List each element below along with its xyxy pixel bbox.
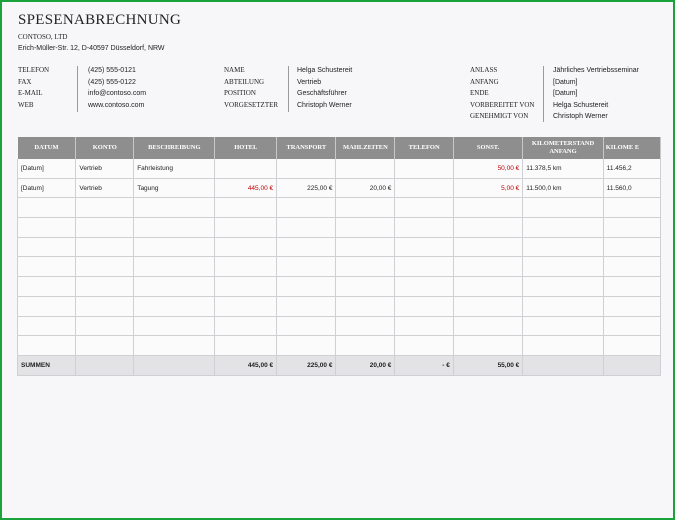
page-content <box>2 2 661 520</box>
table-cell[interactable] <box>603 316 660 336</box>
table-cell[interactable]: 445,00 € <box>215 355 277 375</box>
table-cell[interactable] <box>336 237 395 257</box>
company-address: Erich-Müller-Str. 12, D-40597 Düsseldorf, NRW <box>18 45 165 52</box>
table-cell[interactable] <box>277 316 336 336</box>
employee-values <box>297 65 352 111</box>
table-cell[interactable] <box>453 198 522 218</box>
column-header-date[interactable]: DATUM <box>18 137 76 159</box>
table-cell[interactable] <box>215 257 277 277</box>
company-name: CONTOSO, LTD <box>18 33 68 41</box>
table-cell[interactable] <box>453 218 522 238</box>
table-row <box>18 198 661 218</box>
table-cell[interactable]: 20,00 € <box>336 178 395 198</box>
table-cell[interactable] <box>395 237 453 257</box>
table-cell[interactable] <box>603 277 660 297</box>
phone-value: (425) 555-0121 <box>88 67 136 74</box>
table-row <box>18 178 661 198</box>
table-cell[interactable] <box>76 296 134 316</box>
table-cell[interactable]: Vertrieb <box>76 159 134 178</box>
email-link[interactable]: info@contoso.com <box>88 90 147 97</box>
table-cell[interactable] <box>395 159 453 178</box>
table-cell[interactable]: 225,00 € <box>277 355 336 375</box>
table-cell[interactable] <box>523 257 604 277</box>
table-cell[interactable]: SUMMEN <box>18 355 76 375</box>
table-cell[interactable] <box>603 336 660 356</box>
table-cell[interactable] <box>277 218 336 238</box>
table-cell[interactable]: 55,00 € <box>453 355 522 375</box>
contact-label: WEB <box>18 100 34 109</box>
table-cell[interactable] <box>453 296 522 316</box>
occasion-label: ANLASS <box>470 66 498 74</box>
occasion-values <box>553 65 639 123</box>
table-cell[interactable] <box>453 277 522 297</box>
contact-labels <box>18 65 49 111</box>
table-cell[interactable] <box>76 277 134 297</box>
table-cell[interactable]: [Datum] <box>18 159 76 178</box>
table-cell[interactable] <box>134 316 215 336</box>
table-cell[interactable] <box>134 237 215 257</box>
table-cell[interactable]: - € <box>395 355 453 375</box>
table-cell[interactable] <box>215 218 277 238</box>
table-row <box>18 218 661 238</box>
fax-value: (425) 555-0122 <box>88 78 136 86</box>
table-cell[interactable] <box>603 355 660 375</box>
table-cell[interactable] <box>76 316 134 336</box>
table-row <box>18 296 661 316</box>
occasion-label: VORBEREITET VON <box>470 100 535 109</box>
column-header-transport[interactable]: TRANSPORT <box>277 137 336 159</box>
table-cell[interactable] <box>603 237 660 257</box>
table-cell[interactable] <box>18 336 76 356</box>
table-cell[interactable] <box>76 218 134 238</box>
table-cell[interactable] <box>18 277 76 297</box>
table-cell[interactable] <box>134 336 215 356</box>
employee-label: NAME <box>224 66 245 74</box>
table-cell[interactable] <box>336 159 395 178</box>
column-header-other[interactable]: SONST. <box>453 137 522 159</box>
table-cell[interactable] <box>523 296 604 316</box>
table-cell[interactable] <box>336 257 395 277</box>
table-cell[interactable]: 445,00 € <box>215 178 277 198</box>
table-cell[interactable] <box>453 257 522 277</box>
table-cell[interactable] <box>134 257 215 277</box>
table-cell[interactable]: 20,00 € <box>336 355 395 375</box>
column-header-account[interactable]: KONTO <box>76 137 134 159</box>
table-cell[interactable] <box>336 198 395 218</box>
table-cell[interactable] <box>603 296 660 316</box>
table-cell[interactable] <box>277 237 336 257</box>
table-cell[interactable]: [Datum] <box>18 178 76 198</box>
table-cell[interactable] <box>215 198 277 218</box>
occasion-label: ANFANG <box>470 77 499 86</box>
table-cell[interactable]: 11.378,5 km <box>523 159 604 178</box>
website-link[interactable]: www.contoso.com <box>88 101 145 109</box>
table-row <box>18 336 661 356</box>
table-cell[interactable] <box>134 355 215 375</box>
table-cell[interactable]: 50,00 € <box>453 159 522 178</box>
table-cell[interactable] <box>76 257 134 277</box>
table-cell[interactable]: Vertrieb <box>76 178 134 198</box>
table-cell[interactable] <box>336 336 395 356</box>
table-cell[interactable] <box>523 277 604 297</box>
table-cell[interactable]: 5,00 € <box>453 178 522 198</box>
divider <box>288 66 289 112</box>
table-cell[interactable] <box>18 237 76 257</box>
table-cell[interactable] <box>523 355 604 375</box>
table-cell[interactable] <box>18 296 76 316</box>
table-cell[interactable] <box>277 277 336 297</box>
document-title: SPESENABRECHNUNG <box>18 12 182 28</box>
occasion-label: GENEHMIGT VON <box>470 112 529 120</box>
column-header-hotel[interactable]: HOTEL <box>215 137 277 159</box>
employee-department: Vertrieb <box>297 78 322 86</box>
table-cell[interactable] <box>523 218 604 238</box>
table-cell[interactable] <box>76 336 134 356</box>
table-row <box>18 159 661 178</box>
table-cell[interactable] <box>277 159 336 178</box>
table-cell[interactable]: 11.560,0 <box>603 178 660 198</box>
employee-label: POSITION <box>224 89 256 97</box>
table-cell[interactable] <box>523 198 604 218</box>
table-cell[interactable] <box>523 336 604 356</box>
prepared-by-value: Helga Schustereit <box>553 101 609 109</box>
table-cell[interactable] <box>395 178 453 198</box>
table-cell[interactable] <box>453 336 522 356</box>
table-row <box>18 257 661 277</box>
expense-table <box>17 137 661 376</box>
table-row <box>18 277 661 297</box>
table-cell[interactable] <box>603 218 660 238</box>
table-cell[interactable] <box>215 336 277 356</box>
contact-values <box>88 65 146 111</box>
table-cell[interactable] <box>395 218 453 238</box>
table-cell[interactable] <box>215 159 277 178</box>
table-cell[interactable] <box>336 277 395 297</box>
column-header-odometer-start[interactable]: KILOMETERSTAND ANFANG <box>523 137 604 159</box>
employee-name: Helga Schustereit <box>297 67 353 74</box>
table-cell[interactable] <box>134 277 215 297</box>
table-cell[interactable] <box>76 198 134 218</box>
table-row <box>18 237 661 257</box>
table-cell[interactable] <box>336 296 395 316</box>
table-cell[interactable] <box>134 198 215 218</box>
end-date-value: [Datum] <box>553 90 578 97</box>
table-cell[interactable] <box>603 257 660 277</box>
table-cell[interactable] <box>277 296 336 316</box>
table-cell[interactable] <box>395 296 453 316</box>
divider <box>543 66 544 122</box>
table-cell[interactable] <box>395 257 453 277</box>
table-cell[interactable] <box>523 237 604 257</box>
contact-label: FAX <box>18 77 32 86</box>
totals-row <box>18 355 661 375</box>
employee-labels <box>224 65 278 111</box>
table-cell[interactable] <box>18 316 76 336</box>
table-cell[interactable] <box>18 198 76 218</box>
employee-label: VORGESETZTER <box>224 100 279 109</box>
table-cell[interactable] <box>336 218 395 238</box>
table-cell[interactable] <box>277 336 336 356</box>
table-cell[interactable] <box>453 237 522 257</box>
table-cell[interactable] <box>395 336 453 356</box>
table-cell[interactable] <box>215 296 277 316</box>
table-cell[interactable]: 11.456,2 <box>603 159 660 178</box>
column-header-phone[interactable]: TELEFON <box>395 137 453 159</box>
column-header-meals[interactable]: MAHLZEITEN <box>336 137 395 159</box>
table-cell[interactable] <box>395 198 453 218</box>
column-header-odometer-end[interactable]: KILOME E <box>603 137 660 159</box>
occasion-label: ENDE <box>470 89 489 97</box>
table-cell[interactable] <box>215 277 277 297</box>
table-cell[interactable] <box>453 316 522 336</box>
table-cell[interactable] <box>395 316 453 336</box>
divider <box>77 66 78 112</box>
table-cell[interactable] <box>277 257 336 277</box>
table-cell[interactable]: 225,00 € <box>277 178 336 198</box>
table-cell[interactable] <box>18 218 76 238</box>
table-cell[interactable]: Fahrleistung <box>134 159 215 178</box>
table-cell[interactable] <box>76 355 134 375</box>
table-cell[interactable] <box>523 316 604 336</box>
occasion-labels <box>470 65 535 123</box>
column-header-description[interactable]: BESCHREIBUNG <box>134 137 215 159</box>
approved-by-value: Christoph Werner <box>553 113 608 120</box>
table-cell[interactable] <box>134 218 215 238</box>
table-cell[interactable] <box>395 277 453 297</box>
table-cell[interactable] <box>603 198 660 218</box>
contact-label: E-MAIL <box>18 89 43 97</box>
occasion-value: Jährliches Vertriebsseminar <box>553 67 639 74</box>
employee-position: Geschäftsführer <box>297 90 347 97</box>
table-cell[interactable]: 11.500,0 km <box>523 178 604 198</box>
contact-label: TELEFON <box>18 66 50 74</box>
table-header-row <box>18 137 661 159</box>
table-cell[interactable] <box>277 198 336 218</box>
table-cell[interactable] <box>215 316 277 336</box>
table-row <box>18 316 661 336</box>
employee-supervisor: Christoph Werner <box>297 101 352 109</box>
table-cell[interactable] <box>215 237 277 257</box>
table-cell[interactable] <box>134 296 215 316</box>
table-cell[interactable]: Tagung <box>134 178 215 198</box>
table-cell[interactable] <box>336 316 395 336</box>
employee-label: ABTEILUNG <box>224 77 265 86</box>
start-date-value: [Datum] <box>553 78 578 86</box>
table-cell[interactable] <box>76 237 134 257</box>
table-cell[interactable] <box>18 257 76 277</box>
